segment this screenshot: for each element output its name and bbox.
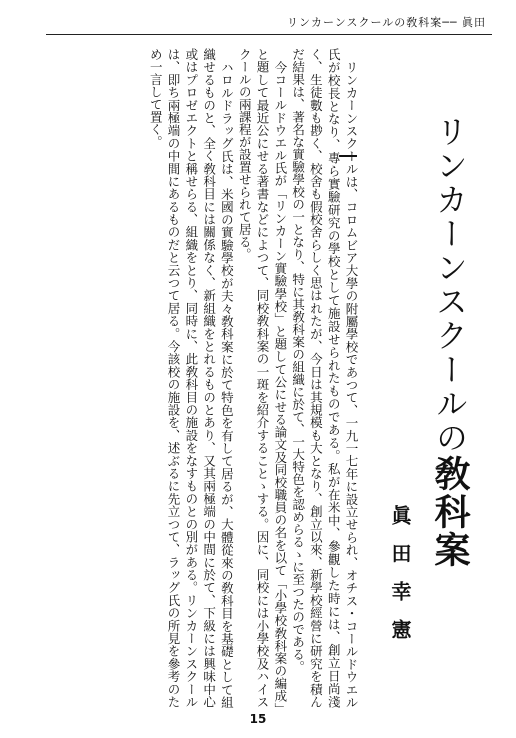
header-rule xyxy=(46,34,492,35)
paragraph: 今コールドウエル氏が「リンカーン實驗學校」と題して公にせる論文及同校職員の名を以て「小學校敎科案の編成」と題して最近公にせる著書などによつて、同校敎科案の一斑を紹介することゝする。因に、同校には小學校及ハイスクールの兩課程が設置せられて居る。 xyxy=(237,48,288,708)
article-title xyxy=(430,115,470,569)
article-body xyxy=(50,48,360,708)
paragraph: ハロルドラッグ氏は、米國の實驗學校が夫々敎科案に於て特色を有して居るが、大體從來の敎科目を基礎として組織せるものと、全く敎科目には關係なく、新組織をとれるものとあり、又其兩極端の中間に於て、下級には興味中心或はプロゼエクトと稱せらる、組織をとり、同時に、此敎科目の施設をなすものとの別がある。リンカーンスクールは、即ち兩極端の中間にあるものだと云つて居る。今該校の施設を、述ぶるに先立つて、ラッグ氏の所見を參考のため一言して置く。 xyxy=(148,48,235,709)
article-title-emphasis: 敎科案 xyxy=(429,455,471,569)
page-number: 15 xyxy=(249,712,267,726)
article-title-main: リンカーンスクールの xyxy=(431,115,469,455)
author-name: 眞田幸憲 xyxy=(388,505,412,657)
running-head: リンカーンスクールの敎科案── 眞田 xyxy=(287,16,486,29)
paragraph: リンカーンスクールは、コロムビア大學の附屬學校であつて、一九一七年に設立せられ、オチス・コールドウエル氏が校長となり、專ら實驗研究の學校として施設せられたものである。私が在米中、參觀した時には、創立日尚淺く、生徒數も尠く、校舍も假校舍らしく思はれたが、今日は其規模も大となり、創立以來、新學校經營に研究を積んだ結果は、著名な實驗學校の一となり、特に其敎科案の組織に於て、一大特色を認めらるゝに至つたのである。 xyxy=(290,48,359,709)
